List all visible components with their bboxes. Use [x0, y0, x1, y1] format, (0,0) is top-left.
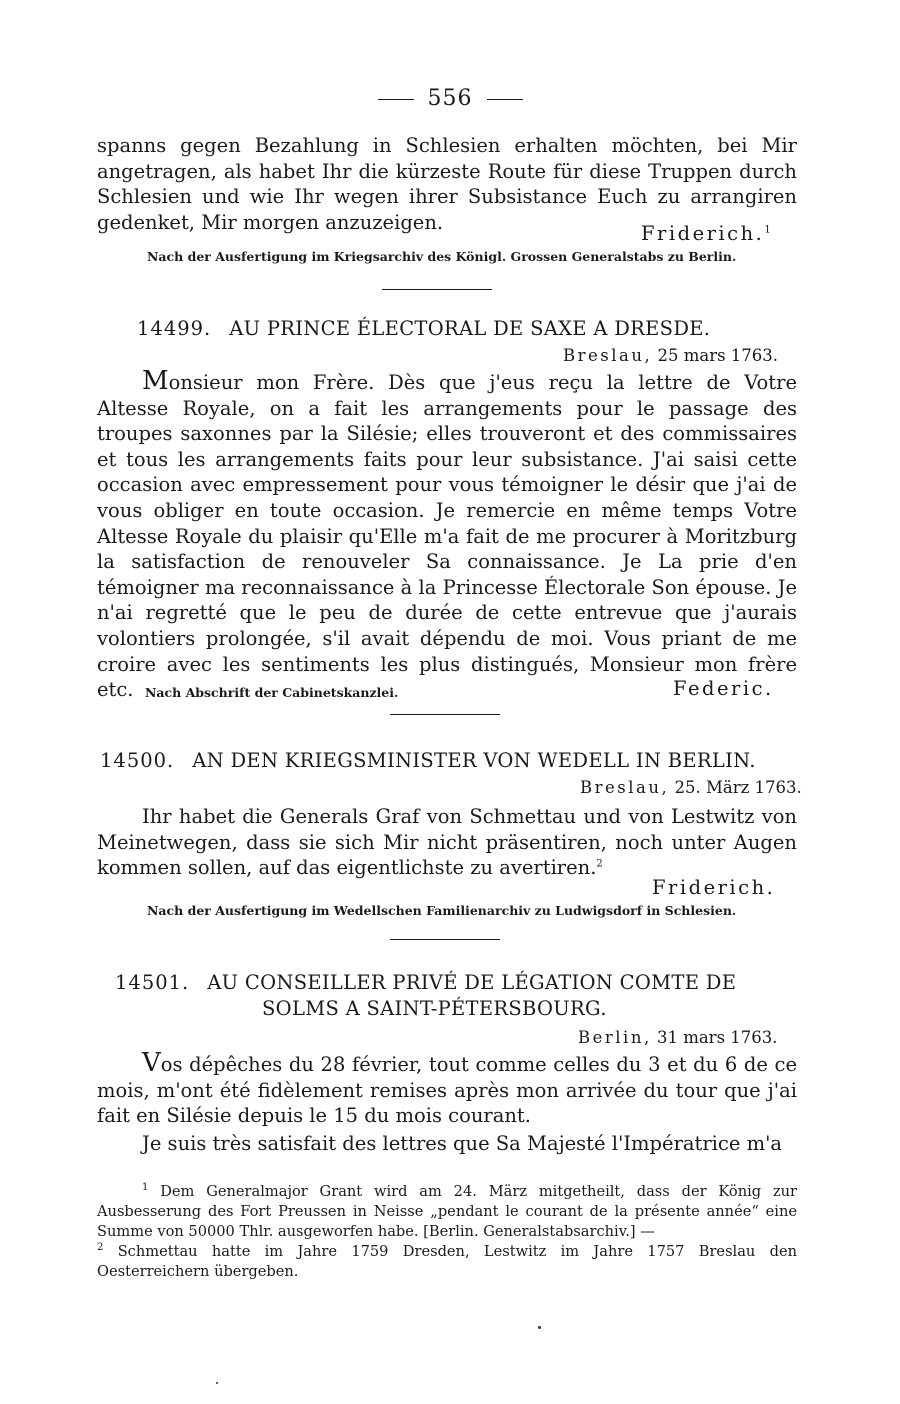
- letter-heading-14499: [137, 317, 710, 340]
- section-divider: [390, 714, 500, 715]
- letter-body-14499: Monsieur mon Frère. Dès que j'eus reçu la lettre de Votre Altesse Royale, on a fait les arrangements pour le passage des troupes saxonnes par la Silésie; elles trouveront et des commissaires et tous les arrangements faits pour leur subsistance. J'ai saisi cette occasion avec empressement pour vous témoigner le désir que j'ai de vous obliger en toute occasion. Je remercie en même temps Votre Altesse Royale du plaisir qu'Elle m'a fait de me procurer à Moritzburg la satisfaction de renouveler Sa connaissance. Je La prie d'en témoigner ma reconnaissance à la Princesse Électorale Son épouse. Je n'ai regretté que le peu de durée de cette entrevue que j'aurais volontiers prolongée, s'il avait dépendu de moi. Vous priant de me croire avec les sentiments les plus distingués, Monsieur mon frère etc.: [97, 366, 797, 702]
- footnote-ref-2: 2: [596, 858, 603, 870]
- letter-heading-14500: [100, 749, 756, 772]
- page-number-dash-right: [487, 99, 523, 100]
- print-speck: [216, 1382, 218, 1384]
- section-divider: [390, 939, 500, 940]
- letter-number: 14499.: [137, 317, 212, 340]
- letter-number: 14500.: [100, 749, 175, 772]
- letter-body-14500: Ihr habet die Generals Graf von Schmettau und von Lestwitz von Meinetwegen, dass sie sich Mir nicht präsentiren, noch unter Augen kommen sollen, auf das eigentlichste zu avertiren.$^2$: [97, 805, 797, 880]
- source-note-14500: Nach der Ausfertigung im Wedellschen Familienarchiv zu Ludwigsdorf in Schlesien.: [147, 903, 737, 918]
- letter-heading-14501: [115, 971, 736, 994]
- section-divider: [382, 289, 492, 290]
- continuation-signature: Friderich.$^1$: [641, 222, 774, 245]
- continuation-text: spanns gegen Bezahlung in Schlesien erhalten möchten, bei Mir angetragen, als habet Ihr die kürzeste Route für diese Truppen durch Schlesien und wie Ihr wegen ihrer Subsistance Euch zu arrangiren gedenket, Mir morgen anzuzeigen.: [97, 134, 797, 234]
- letter-title: AU PRINCE ÉLECTORAL DE SAXE A DRESDE.: [229, 317, 711, 340]
- signature-14499: Federic.: [673, 677, 774, 700]
- source-note-continuation: Nach der Ausfertigung im Kriegsarchiv des Königl. Grossen Generalstabs zu Berlin.: [147, 249, 737, 264]
- initial-letter: M: [142, 366, 169, 396]
- page-number-dash-left: [378, 99, 414, 100]
- dateline-14499: Breslau, 25 mars 1763.: [563, 346, 779, 365]
- letter-title: AN DEN KRIEGSMINISTER VON WEDELL IN BERLIN.: [192, 749, 756, 772]
- letter-body-14501-cont: Je suis très satisfait des lettres que Sa Majesté l'Impératrice m'a: [142, 1132, 783, 1155]
- footnote-2: $^2$ Schmettau hatte im Jahre 1759 Dresden, Lestwitz im Jahre 1757 Breslau den Oesterreichern übergeben.: [97, 1242, 798, 1280]
- footnote-1: $^1$ Dem Generalmajor Grant wird am 24. März mitgetheilt, dass der König zur Ausbesserung des Fort Preussen in Neisse „pendant le courant de la présente année“ eine Summe von 50000 Thlr. ausgeworfen habe. [Berlin. Generalstabsarchiv.] —: [97, 1182, 798, 1240]
- footnotes: [97, 1182, 797, 1282]
- page-number: [0, 86, 900, 111]
- dateline-14500: Breslau, 25. März 1763.: [580, 778, 802, 797]
- footnote-ref-1: 1: [764, 224, 774, 236]
- signature-14500: Friderich.: [652, 876, 776, 899]
- letter-number: 14501.: [115, 971, 190, 994]
- print-speck: [538, 1326, 541, 1329]
- letter-title-continued: SOLMS A SAINT-PÉTERSBOURG.: [262, 997, 607, 1020]
- page-number-text: 556: [427, 86, 473, 111]
- dateline-14501: Berlin, 31 mars 1763.: [578, 1028, 778, 1047]
- source-note-14499: Nach Abschrift der Cabinetskanzlei.: [145, 685, 399, 700]
- letter-body-14501: Vos dépêches du 28 février, tout comme celles du 3 et du 6 de ce mois, m'ont été fidèlement remises après mon arrivée du tour que j'ai fait en Silésie depuis le 15 du mois courant.: [97, 1048, 797, 1128]
- initial-letter: V: [142, 1048, 161, 1078]
- letter-title: AU CONSEILLER PRIVÉ DE LÉGATION COMTE DE: [207, 971, 737, 994]
